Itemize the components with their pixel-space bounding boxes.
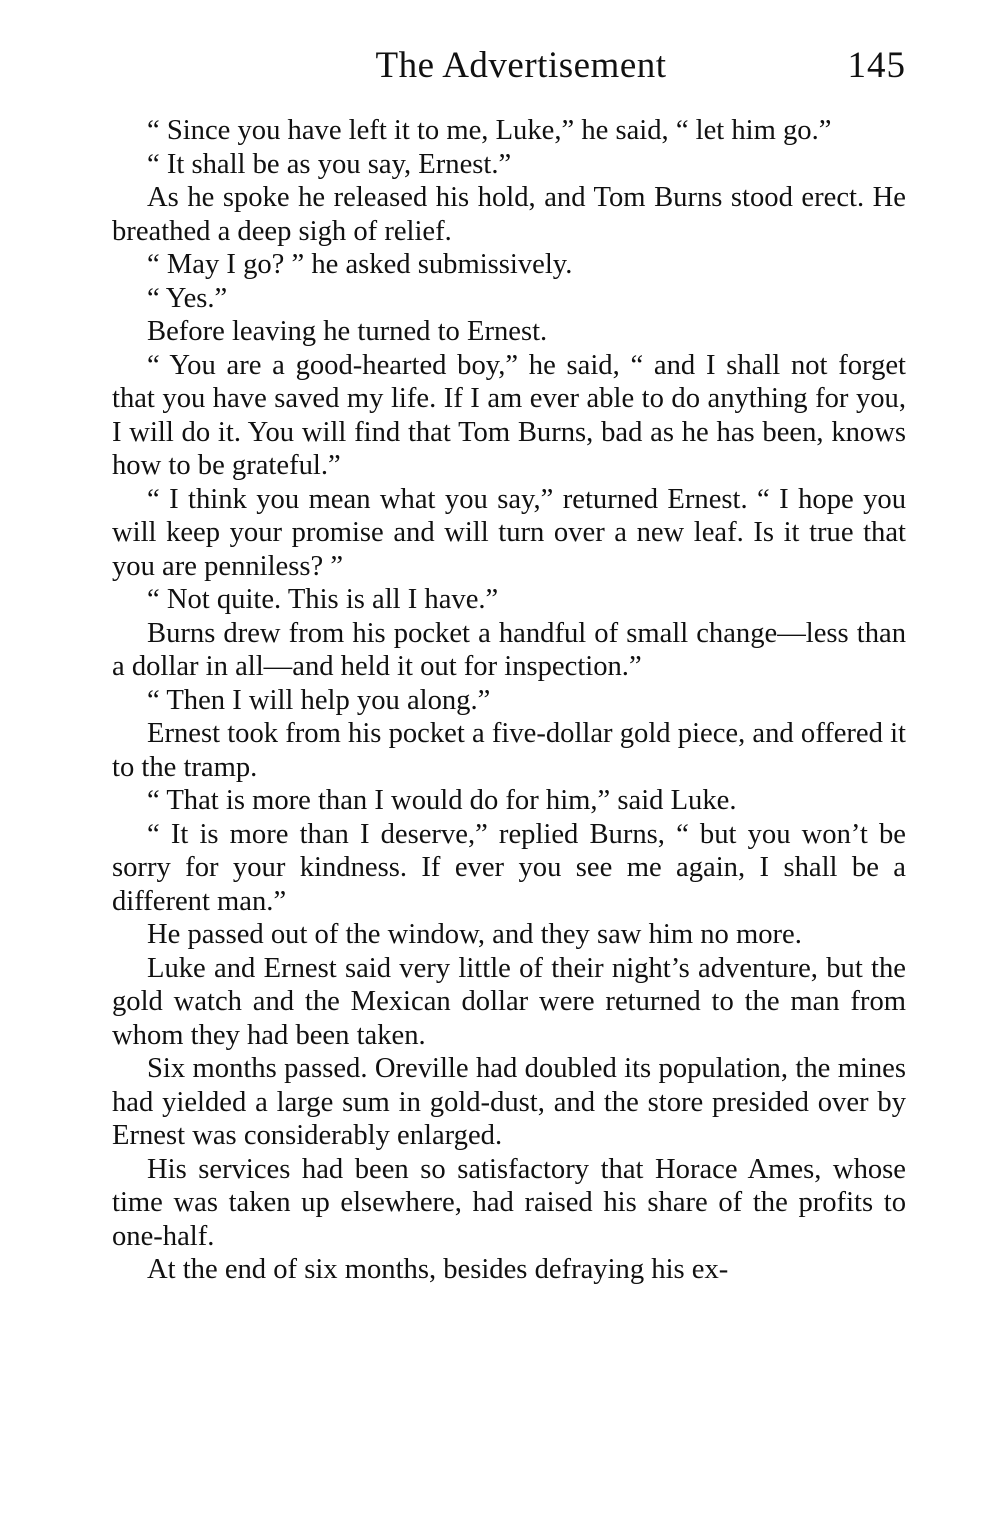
paragraph: “ Then I will help you along.” <box>147 684 491 716</box>
paragraph: “ It shall be as you say, Ernest.” <box>147 148 512 180</box>
paragraph: “ Yes.” <box>147 282 228 314</box>
book-page <box>112 40 906 1287</box>
paragraph: He passed out of the window, and they saw him no more. <box>147 919 802 950</box>
paragraph: At the end of six months, besides defraying his ex- <box>147 1254 729 1285</box>
paragraph: Before leaving he turned to Ernest. <box>147 316 548 347</box>
paragraph: Six months passed. Oreville had doubled its population, the mines had yielded a large sum in gold-dust, and the store presided over by Ernest was considerably enlarged. <box>112 1053 906 1151</box>
paragraph: Ernest took from his pocket a five-dollar gold piece, and offered it to the tramp. <box>112 718 906 783</box>
paragraph: “ Not quite. This is all I have.” <box>147 584 499 615</box>
running-title: The Advertisement <box>375 45 667 86</box>
paragraph: Burns drew from his pocket a handful of small change—less than a dollar in all—and held it out for inspection.” <box>112 617 906 682</box>
page-header <box>112 40 906 92</box>
paragraph: “ That is more than I would do for him,” said Luke. <box>147 785 737 816</box>
paragraph: “ It is more than I deserve,” replied Burns, “ but you won’t be sorry for your kindness. If ever you see me again, I shall be a different man.” <box>112 818 906 917</box>
paragraph: “ You are a good-hearted boy,” he said, “ and I shall not forget that you have saved my life. If I am ever able to do anything for you, I will do it. You will find that Tom Burns, bad as he has been, knows how to be grateful.” <box>112 349 906 481</box>
paragraph: “ Since you have left it to me, Luke,” he said, “ let him go.” <box>147 115 832 146</box>
body-text <box>112 114 906 1287</box>
paragraph: Luke and Ernest said very little of their night’s adventure, but the gold watch and the Mexican dollar were returned to the man from whom they had been taken. <box>112 952 906 1051</box>
paragraph: His services had been so satisfactory that Horace Ames, whose time was taken up elsewhere, had raised his share of the profits to one-half. <box>112 1153 906 1252</box>
paragraph: As he spoke he released his hold, and Tom Burns stood erect. He breathed a deep sigh of relief. <box>112 182 906 247</box>
paragraph: “ May I go? ” he asked submissively. <box>147 249 573 280</box>
paragraph: “ I think you mean what you say,” returned Ernest. “ I hope you will keep your promise and will turn over a new leaf. Is it true that you are penniless? ” <box>112 483 906 582</box>
page-number: 145 <box>847 45 906 86</box>
